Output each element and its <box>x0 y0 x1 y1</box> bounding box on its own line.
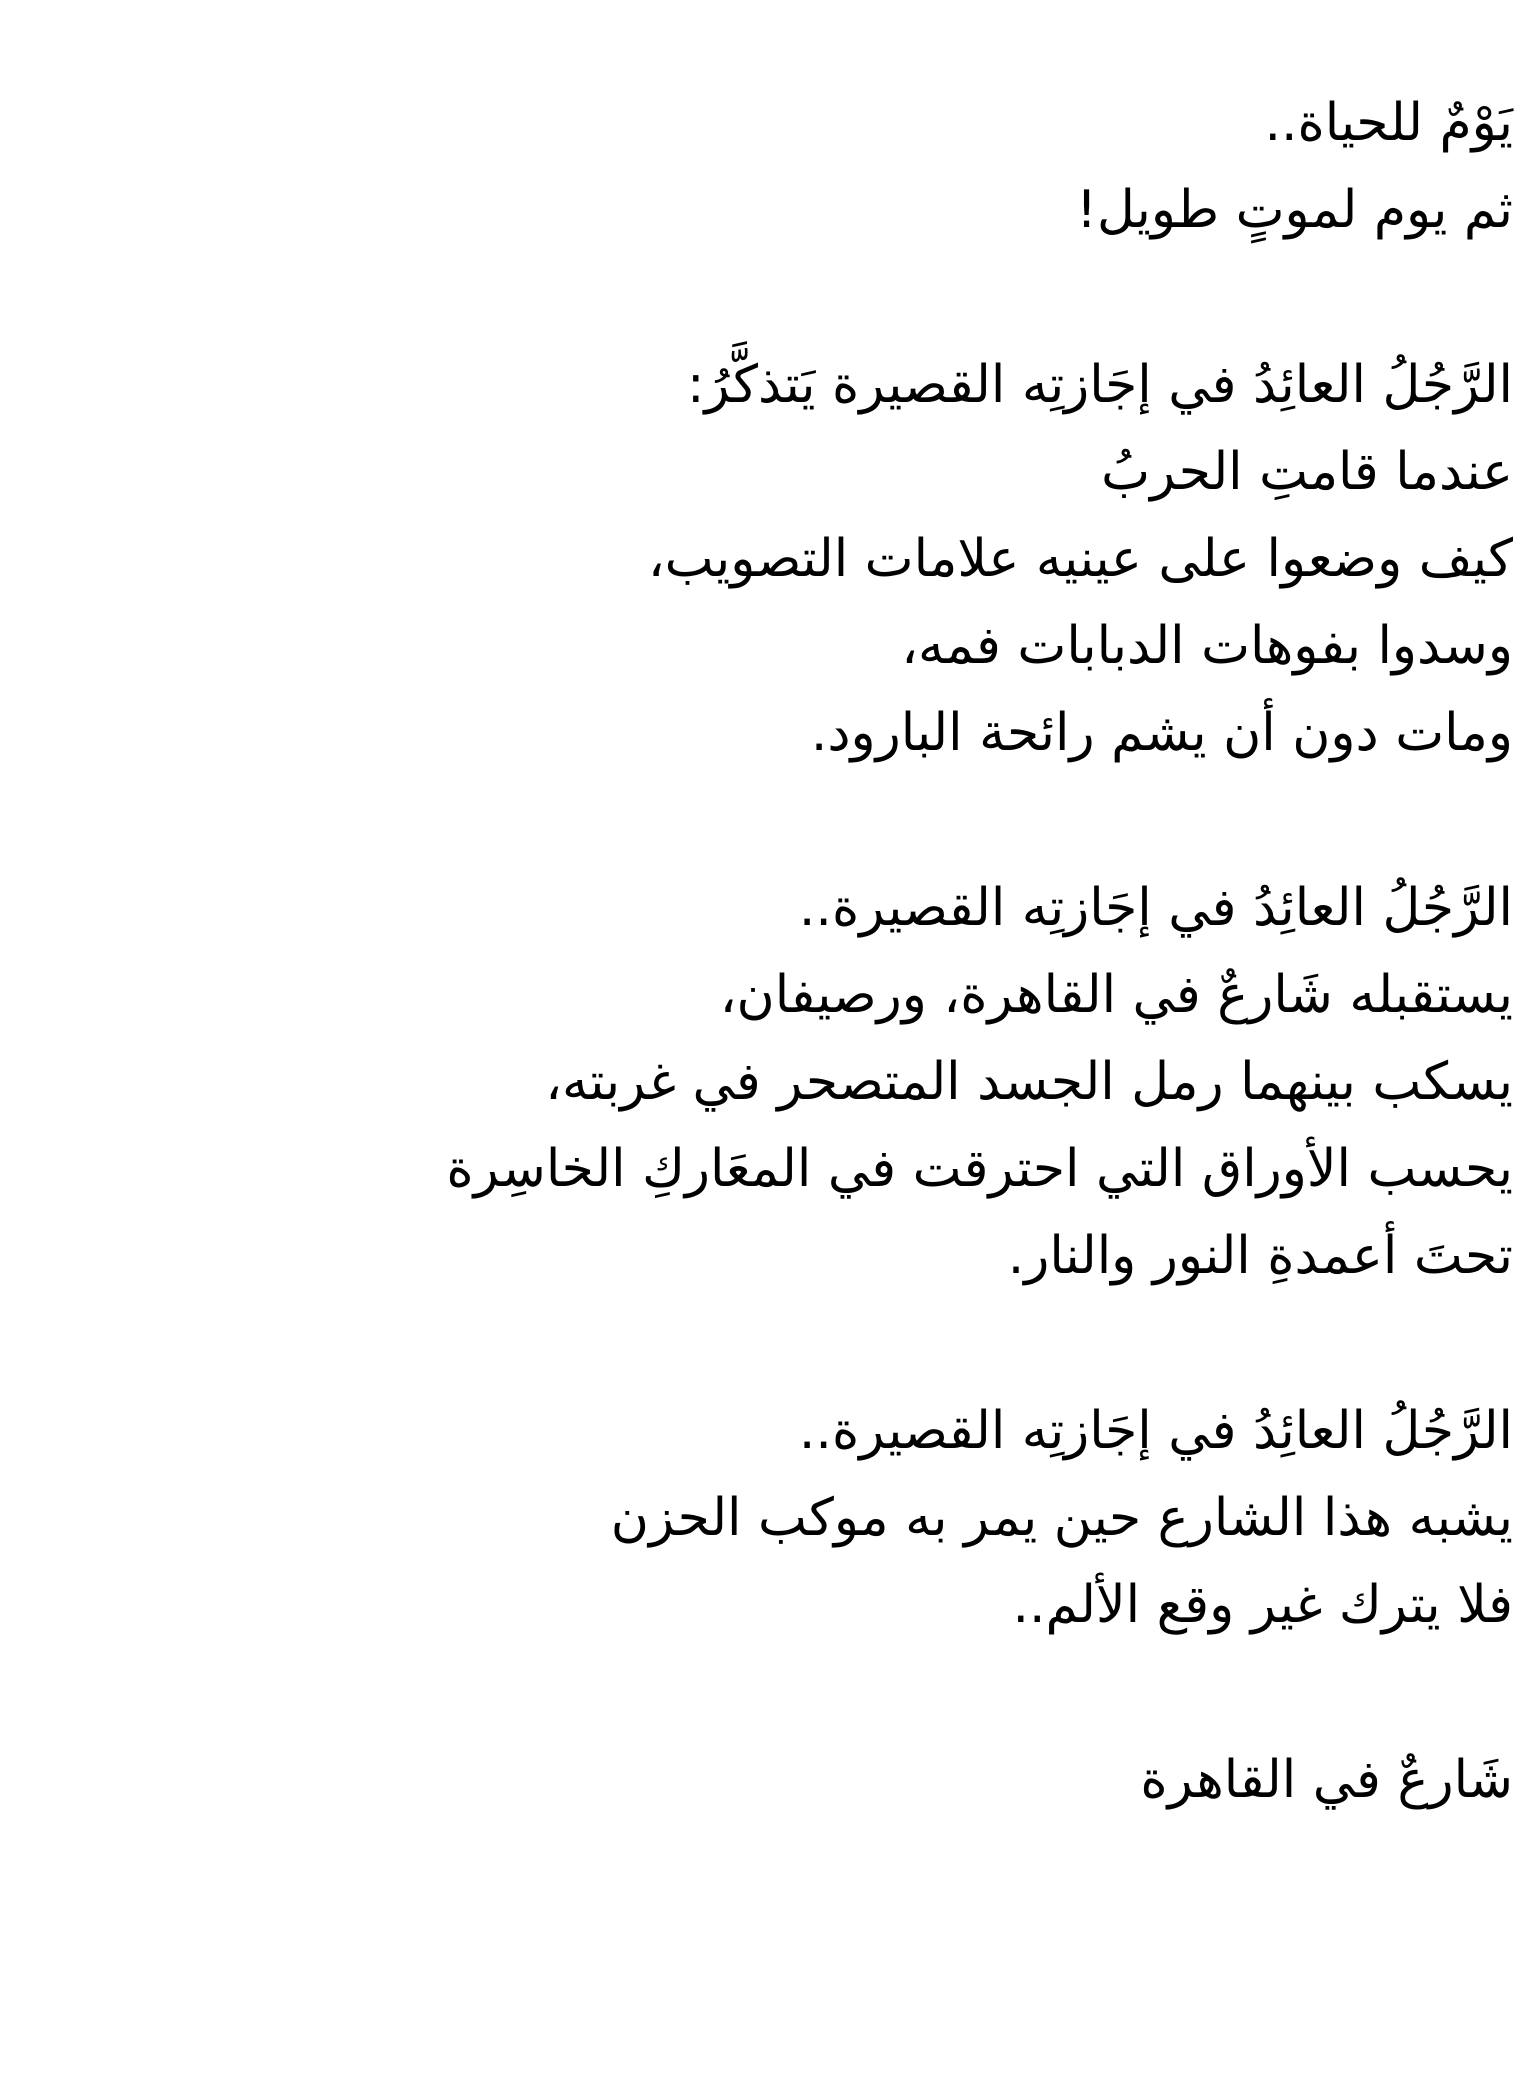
poem-line: يَوْمٌ للحياة.. <box>1264 93 1513 153</box>
stanza-3 <box>12 865 1527 1300</box>
stanza-1 <box>12 80 1527 254</box>
poem-line: الرَّجُلُ العائِدُ في إجَازتِه القصيرة يَتذكَّرُ: <box>687 355 1513 415</box>
poem-line: وسدوا بفوهات الدبابات فمه، <box>901 616 1513 676</box>
poem-line: يستقبله شَارعٌ في القاهرة، ورصيفان، <box>719 965 1513 1025</box>
stanza-4 <box>12 1388 1527 1649</box>
poem-line: ثم يوم لموتٍ طويل! <box>1076 180 1513 240</box>
poem-line: يشبه هذا الشارع حين يمر به موكب الحزن <box>610 1488 1513 1548</box>
poem-line: فلا يترك غير وقع الألم.. <box>1012 1575 1513 1635</box>
poem-line: شَارعٌ في القاهرة <box>1140 1750 1513 1810</box>
poem-line: كيف وضعوا على عينيه علامات التصويب، <box>647 529 1513 589</box>
poem-text <box>12 80 1527 1912</box>
poem-line: الرَّجُلُ العائِدُ في إجَازتِه القصيرة.. <box>798 878 1513 938</box>
stanza-2 <box>12 342 1527 777</box>
poem-line: تحتَ أعمدةِ النور والنار. <box>1007 1226 1513 1286</box>
poem-line: الرَّجُلُ العائِدُ في إجَازتِه القصيرة.. <box>798 1401 1513 1461</box>
stanza-5 <box>12 1737 1527 1824</box>
poem-line: يسكب بينهما رمل الجسد المتصحر في غربته، <box>545 1052 1513 1112</box>
poem-line: يحسب الأوراق التي احترقت في المعَاركِ الخاسِرة <box>446 1139 1513 1199</box>
poem-line: ومات دون أن يشم رائحة البارود. <box>810 703 1513 763</box>
poem-line: عندما قامتِ الحربُ <box>1101 442 1513 502</box>
